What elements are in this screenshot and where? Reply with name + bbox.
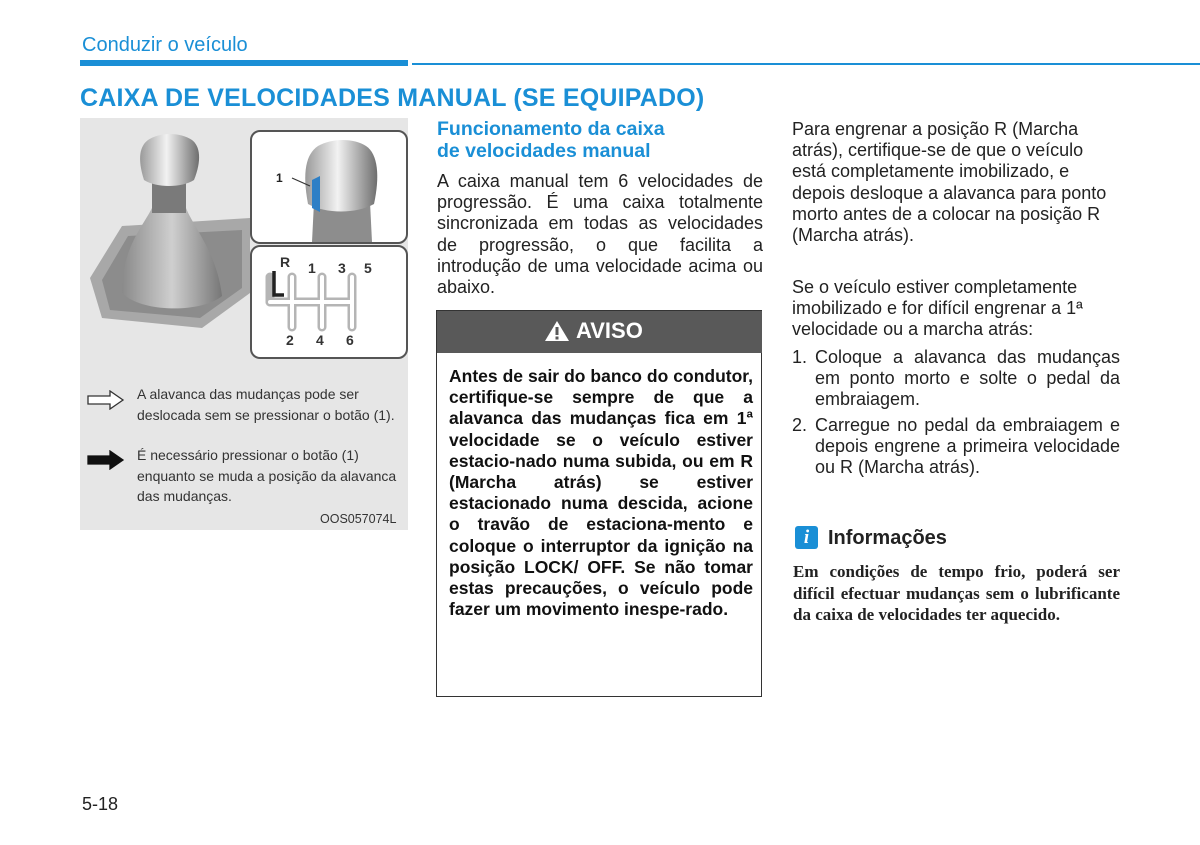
legend-press-button-text: É necessário pressionar o botão (1) enquanto se muda a posição da alavanca das mudanças. xyxy=(137,447,397,504)
info-heading: Informações xyxy=(828,527,947,549)
gear-label-5: 5 xyxy=(364,260,372,276)
figure-code: OOS057074L xyxy=(320,512,397,526)
gear-label-6: 6 xyxy=(346,332,354,348)
header-rule-thick xyxy=(80,60,408,66)
button-callout-label: 1 xyxy=(276,171,283,185)
list-item xyxy=(792,347,1120,411)
solid-arrow-icon xyxy=(86,450,126,470)
stationary-paragraph: Se o veículo estiver completamente imobilizado e for difícil engrenar a 1ª velocidade ou a marcha atrás: xyxy=(792,277,1083,340)
step-number: 1. xyxy=(792,347,808,367)
operation-body: A caixa manual tem 6 velocidades de progressão. É uma caixa totalmente sincronizada em todas as velocidades de progressão, o que facilita a introdução de uma velocidade acima ou abaixo. xyxy=(437,171,763,298)
info-icon-letter: i xyxy=(803,527,810,548)
shift-pattern-diagram xyxy=(250,245,408,359)
list-item xyxy=(792,415,1120,479)
info-body: Em condições de tempo frio, poderá ser difícil efectuar mudanças sem o lubrificante da caixa de velocidades ter aquecido. xyxy=(793,562,1120,624)
warning-body: Antes de sair do banco do condutor, certifique-se sempre de que a alavanca das mudanças fica em 1ª velocidade se o veículo estiver estacio-nado numa subida, ou em R (Marcha atrás) se estiver estacionado numa descida, acione o travão de estaciona-mento e coloque o interruptor da ignição na posição LOCK/ OFF. Se não tomar estas precauções, o veículo pode fazer um movimento inespe-rado. xyxy=(449,366,753,620)
step-text: Coloque a alavanca das mudanças em ponto morto e solte o pedal da embraiagem. xyxy=(815,347,1120,410)
step-number: 2. xyxy=(792,415,808,435)
operation-heading-line1: Funcionamento da caixa xyxy=(437,118,665,140)
gear-shift-illustration xyxy=(82,118,252,348)
operation-heading-line2: de velocidades manual xyxy=(437,140,651,162)
gear-label-r: R xyxy=(280,254,291,270)
gear-label-4: 4 xyxy=(316,332,324,348)
operation-heading xyxy=(437,118,767,162)
reverse-paragraph: Para engrenar a posição R (Marcha atrás), certifique-se de que o veículo está completamente imobilizado, e depois desloque a alavanca para ponto morto antes de a colocar na posição R (Marcha atrás). xyxy=(792,119,1107,246)
step-text: Carregue no pedal da embraiagem e depois engrene a primeira velocidade ou R (Marcha atrás). xyxy=(815,415,1120,478)
release-button-detail xyxy=(250,130,408,244)
legend-no-button-text: A alavanca das mudanças pode ser deslocada sem se pressionar o botão (1). xyxy=(137,386,395,423)
page-heading: CAIXA DE VELOCIDADES MANUAL (SE EQUIPADO) xyxy=(80,84,705,112)
header-rule-thin xyxy=(412,63,1200,65)
outline-arrow-icon xyxy=(86,390,126,410)
gear-label-2: 2 xyxy=(286,332,294,348)
gear-label-3: 3 xyxy=(338,260,346,276)
page-number: 5-18 xyxy=(82,794,119,814)
gear-label-1: 1 xyxy=(308,260,316,276)
section-title: Conduzir o veículo xyxy=(82,34,248,56)
info-icon xyxy=(795,526,818,549)
warning-triangle-icon xyxy=(544,320,570,342)
warning-title: AVISO xyxy=(576,318,643,343)
